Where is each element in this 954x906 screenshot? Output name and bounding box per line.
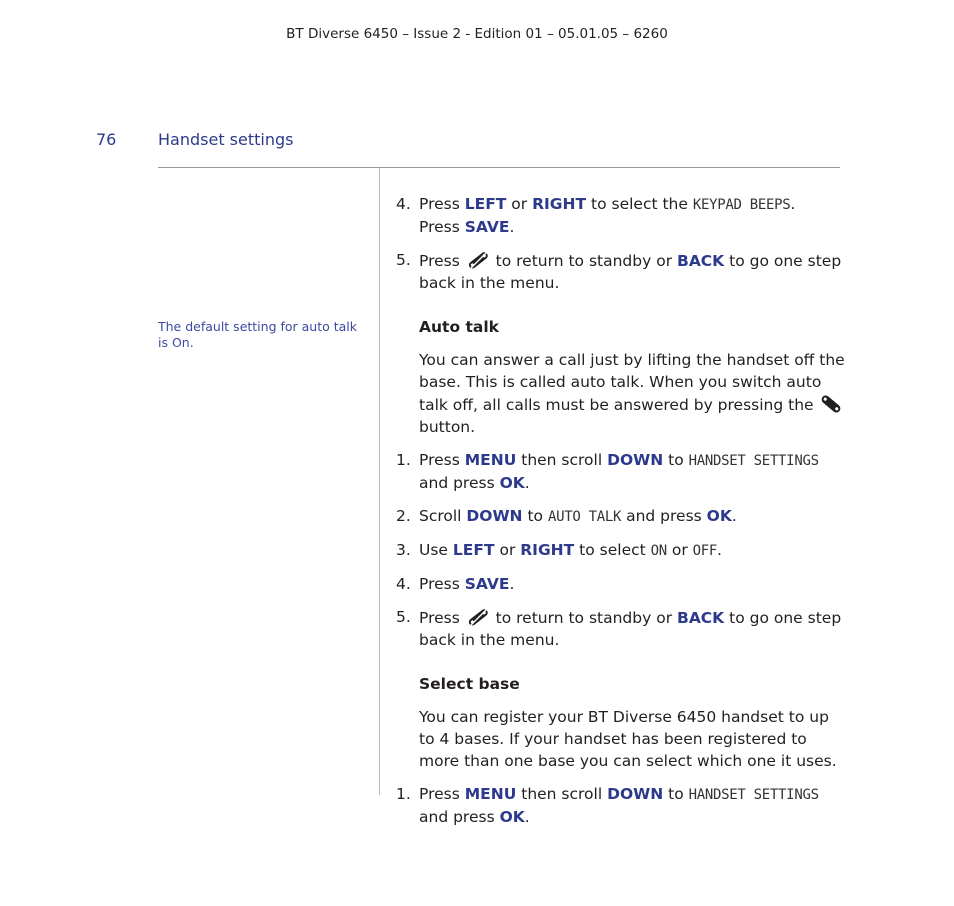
- heading-auto-talk: Auto talk: [419, 318, 499, 336]
- step-open-handset-settings: [396, 449, 848, 494]
- step-number: 1.: [396, 785, 411, 803]
- key-ok: OK: [499, 808, 525, 826]
- text: to: [663, 785, 689, 803]
- top-divider: [158, 167, 840, 168]
- text: and press: [419, 474, 500, 492]
- text: Press: [419, 451, 465, 469]
- heading-select-base: Select base: [419, 675, 520, 693]
- text: Press: [419, 785, 465, 803]
- step-return-standby: [396, 249, 848, 294]
- document-header: BT Diverse 6450 – Issue 2 - Edition 01 – 05.01.05 – 6260: [286, 26, 668, 42]
- key-menu: MENU: [464, 451, 517, 469]
- step-scroll-auto-talk: [396, 505, 848, 528]
- display-text: OFF: [692, 543, 718, 559]
- text: and press: [419, 808, 500, 826]
- text: or: [494, 541, 521, 559]
- key-ok: OK: [706, 507, 732, 525]
- spacer: [396, 305, 848, 316]
- text: and press: [621, 507, 707, 525]
- text: Press: [419, 218, 465, 236]
- key-back: BACK: [677, 609, 725, 627]
- step-number: 1.: [396, 451, 411, 469]
- spacer: [396, 662, 848, 673]
- text: to select: [574, 541, 651, 559]
- text: button.: [419, 418, 476, 436]
- text: Press: [419, 252, 465, 270]
- end-call-icon: [465, 249, 491, 271]
- talk-icon: [818, 393, 844, 415]
- key-save: SAVE: [464, 575, 510, 593]
- page-number: 76: [96, 130, 117, 149]
- key-back: BACK: [677, 252, 725, 270]
- text: then scroll: [516, 785, 608, 803]
- text: .: [717, 541, 722, 559]
- select-base-intro: You can register your BT Diverse 6450 handset to up to 4 bases. If your handset has been registered to more than one base you can select which one it uses.: [419, 708, 837, 770]
- text: .: [524, 474, 530, 492]
- display-text: HANDSET SETTINGS: [688, 787, 819, 803]
- text: .: [509, 218, 515, 236]
- display-text: ON: [650, 543, 667, 559]
- key-right: RIGHT: [520, 541, 575, 559]
- key-menu: MENU: [464, 785, 517, 803]
- column-divider: [379, 168, 380, 795]
- step-select-on-off: [396, 539, 848, 562]
- key-left: LEFT: [452, 541, 495, 559]
- step-number: 2.: [396, 507, 411, 525]
- text: or: [506, 195, 533, 213]
- step-return-standby: [396, 606, 848, 651]
- step-save: [396, 573, 848, 595]
- key-down: DOWN: [607, 451, 664, 469]
- text: Scroll: [419, 507, 467, 525]
- text: Use: [419, 541, 453, 559]
- auto-talk-intro: [396, 349, 848, 438]
- key-ok: OK: [499, 474, 525, 492]
- text: .: [731, 507, 737, 525]
- step-number: 5.: [396, 608, 411, 626]
- text: .: [524, 808, 530, 826]
- step-number: 4.: [396, 575, 411, 593]
- step-number: 3.: [396, 541, 411, 559]
- key-right: RIGHT: [532, 195, 587, 213]
- text: Press: [419, 575, 465, 593]
- text: to return to standby or: [490, 252, 677, 270]
- text: Press: [419, 195, 465, 213]
- display-text: KEYPAD BEEPS: [692, 197, 791, 213]
- text: to select the: [586, 195, 693, 213]
- section-title: Handset settings: [158, 130, 294, 149]
- text: .: [509, 575, 515, 593]
- text: then scroll: [516, 451, 608, 469]
- step-number: 5.: [396, 251, 411, 269]
- step-open-handset-settings: [396, 783, 848, 828]
- text: or: [666, 541, 693, 559]
- main-content: [396, 193, 848, 839]
- text: to: [663, 451, 689, 469]
- text: .: [790, 195, 796, 213]
- text: to: [522, 507, 548, 525]
- text: You can answer a call just by lifting the handset off the base. This is called auto talk. When you switch auto talk off, all calls must be answered by pressing the: [419, 351, 845, 414]
- text: to return to standby or: [490, 609, 677, 627]
- display-text: AUTO TALK: [547, 509, 622, 525]
- step-keypad-beeps-select: [396, 193, 848, 238]
- text: to go one step back in the menu.: [419, 609, 842, 649]
- text: Press: [419, 609, 465, 627]
- step-number: 4.: [396, 195, 411, 213]
- end-call-icon: [465, 606, 491, 628]
- side-note: The default setting for auto talk is On.: [158, 319, 358, 350]
- text: to go one step back in the menu.: [419, 252, 842, 292]
- display-text: HANDSET SETTINGS: [688, 453, 819, 469]
- key-down: DOWN: [607, 785, 664, 803]
- key-save: SAVE: [464, 218, 510, 236]
- key-left: LEFT: [464, 195, 507, 213]
- key-down: DOWN: [466, 507, 523, 525]
